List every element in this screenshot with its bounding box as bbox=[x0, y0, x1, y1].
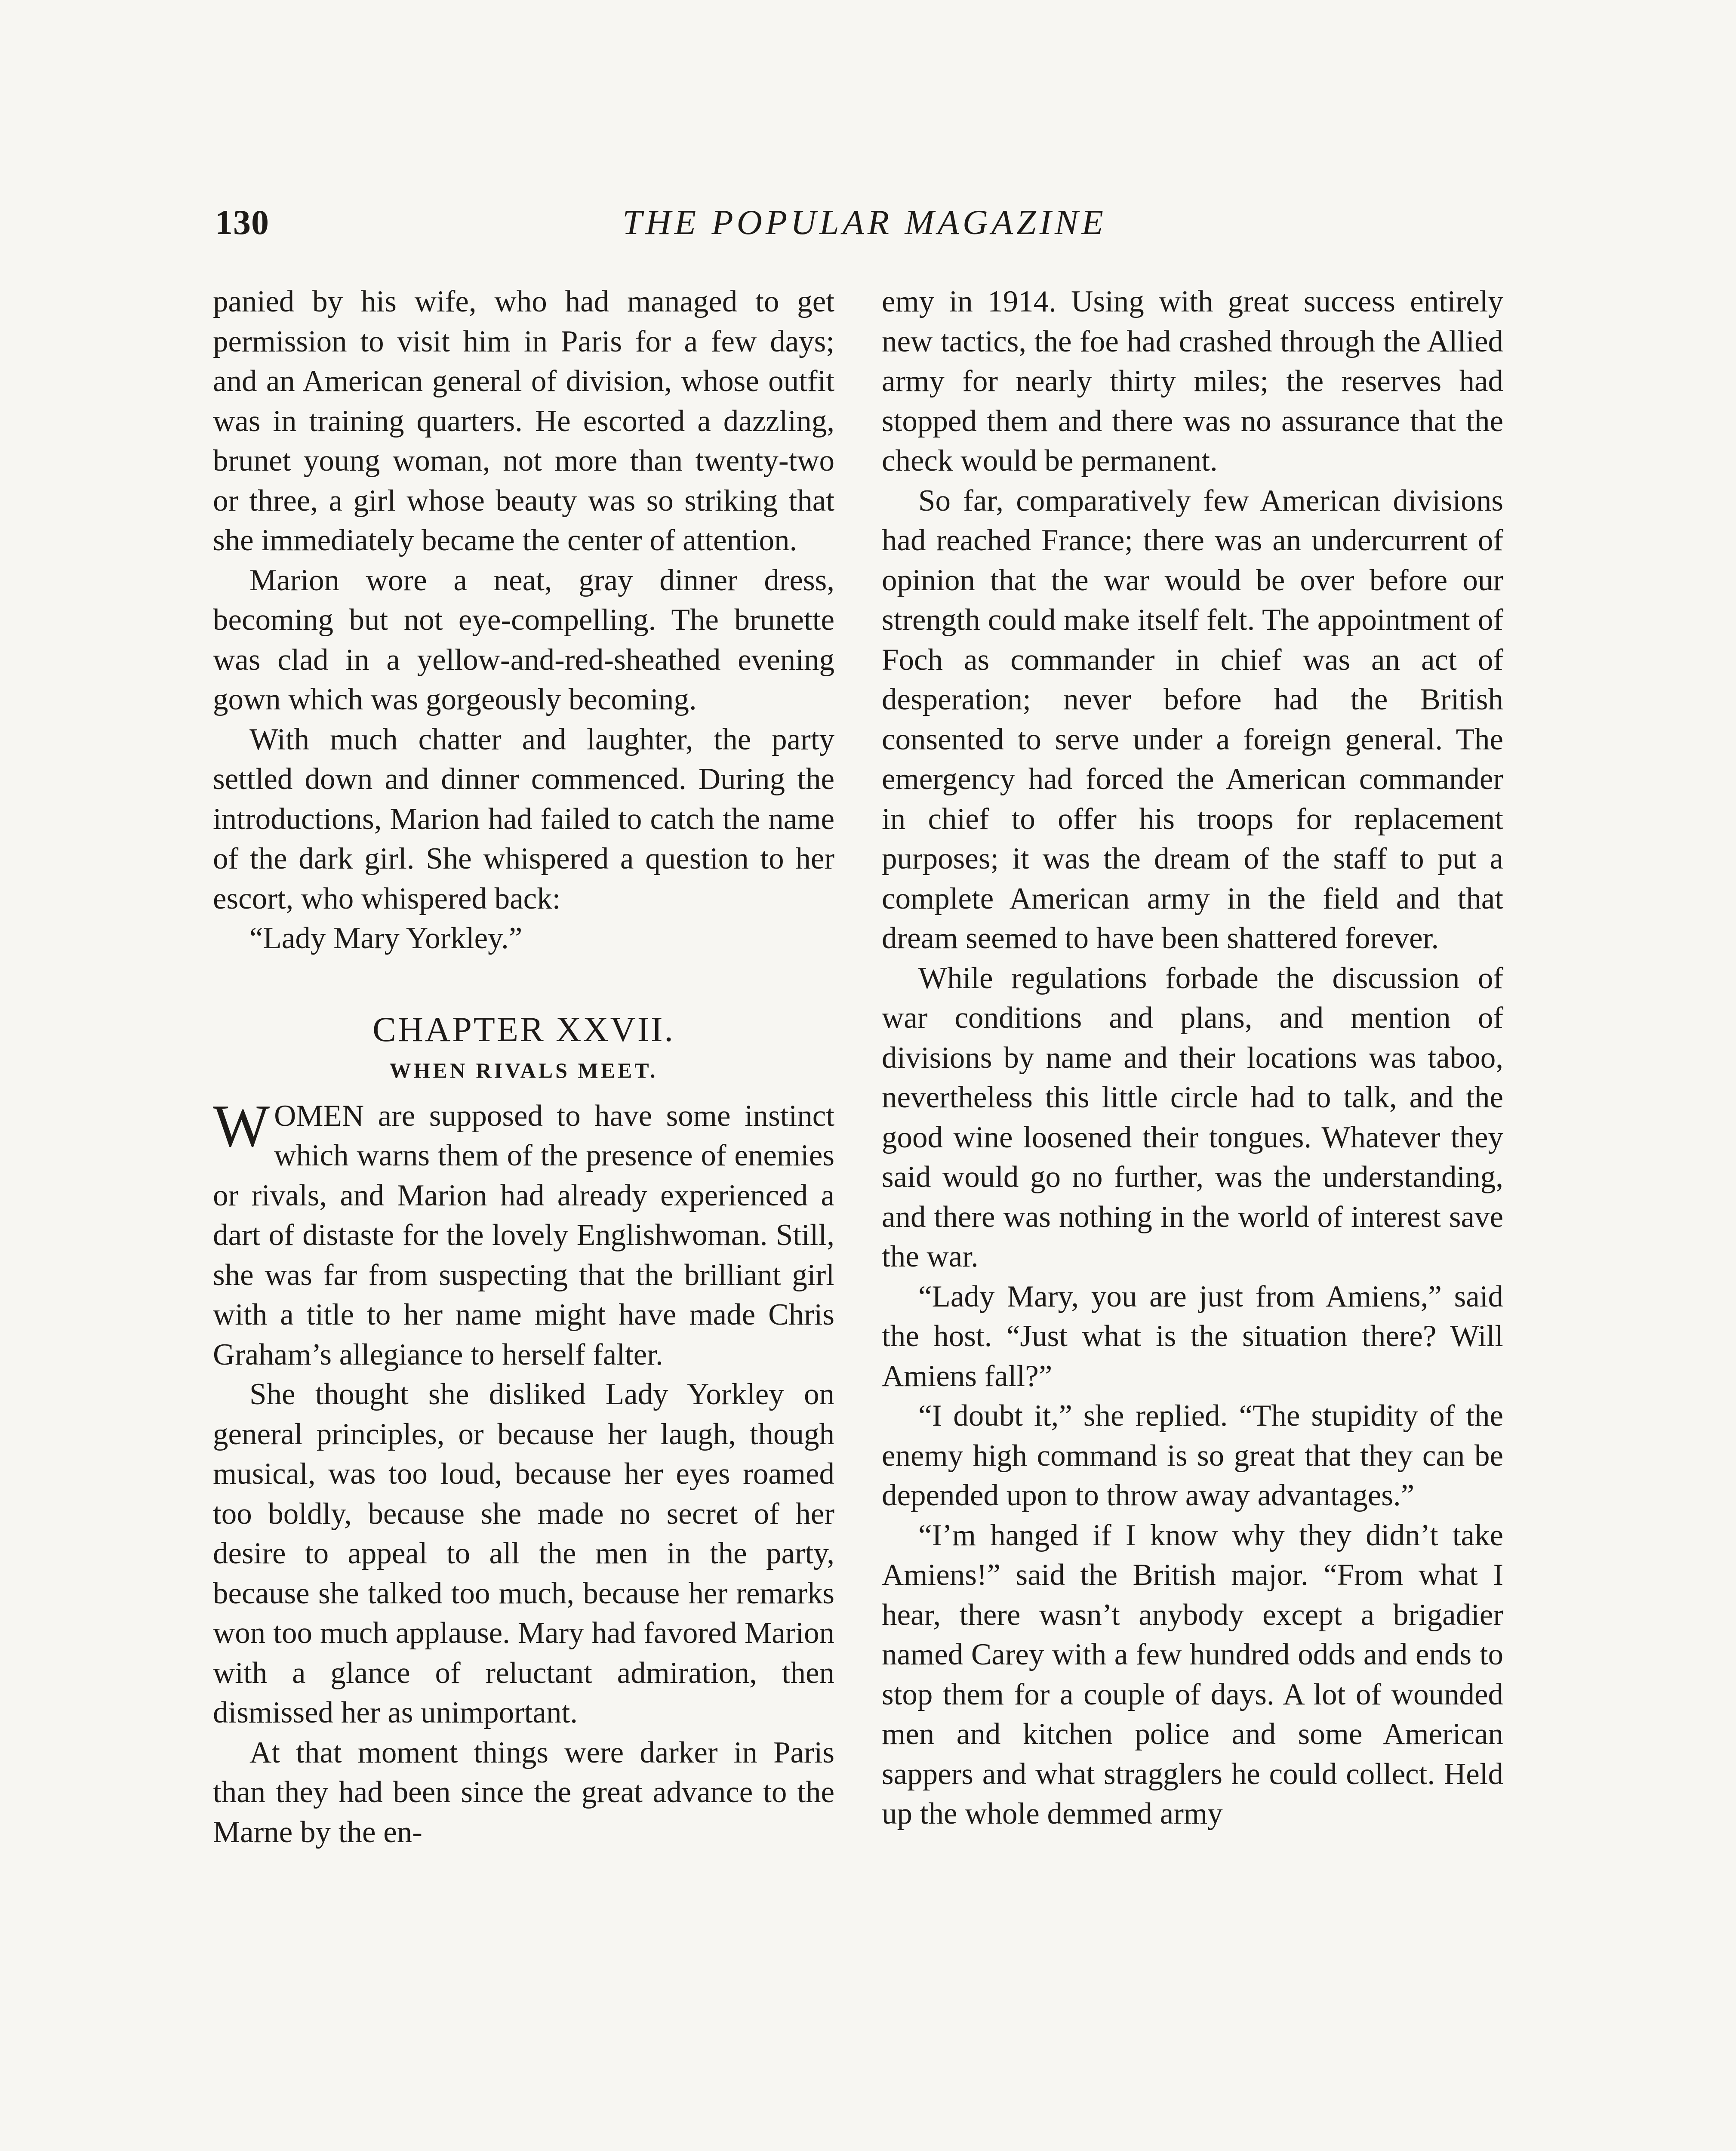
paragraph: “I doubt it,” she replied. “The stupidity of the enemy high command is so great that they can be depended upon to throw away advantages.” bbox=[882, 1399, 1503, 1512]
paragraph: “Lady Mary Yorkley.” bbox=[249, 921, 523, 955]
paragraph: At that moment things were darker in Paris than they had been since the great advance to the Marne by the en- bbox=[213, 1735, 834, 1849]
paragraph: panied by his wife, who had managed to get permission to visit him in Paris for a few days; and an American general of division, whose outfit was in training quarters. He escorted a dazzling, brunet young woman, not more than twenty-two or three, a girl whose beauty was so striking that she immediately became the center of attention. bbox=[213, 285, 834, 557]
page-header bbox=[215, 202, 1514, 254]
paragraph: “Lady Mary, you are just from Amiens,” said the host. “Just what is the situation there? Will Amiens fall?” bbox=[882, 1279, 1503, 1393]
paragraph: With much chatter and laughter, the party settled down and dinner commenced. During the introductions, Marion had failed to catch the name of the dark girl. She whispered a question to her escort, who whispered back: bbox=[213, 722, 834, 915]
drop-cap: W bbox=[213, 1092, 270, 1159]
paragraph: While regulations forbade the discussion of war conditions and plans, and mention of divisions by name and their locations was taboo, nevertheless this little circle had to talk, and the good wine loosened their tongues. Whatever they said would go no further, was the understanding, and there was nothing in the world of interest save the war. bbox=[882, 961, 1503, 1273]
chapter-opening-paragraph bbox=[213, 1092, 834, 1375]
right-column bbox=[882, 282, 1503, 1834]
page-number: 130 bbox=[215, 203, 269, 242]
paragraph: She thought she disliked Lady Yorkley on general principles, or because her laugh, though musical, was too loud, because her eyes roamed too boldly, because she made no secret of her desire to appeal to all the men in the party, because she talked too much, because her remarks won too much applause. Mary had favored Marion with a glance of reluctant admiration, then dismissed her as unimportant. bbox=[213, 1378, 834, 1729]
chapter-subtitle: WHEN RIVALS MEET. bbox=[389, 1058, 658, 1082]
paragraph: Marion wore a neat, gray dinner dress, becoming but not eye-compelling. The brunette was clad in a yellow-and-red-sheathed evening gown which was gorgeously becoming. bbox=[213, 563, 834, 716]
left-column bbox=[213, 282, 834, 1852]
paragraph: “I’m hanged if I know why they didn’t take Amiens!” said the British major. “From what I hear, there wasn’t anybody except a brigadier named Carey with a few hundred odds and ends to stop them for a couple of days. A lot of wounded men and kitchen police and some American sappers and what stragglers he could collect. Held up the whole demmed army bbox=[882, 1518, 1503, 1831]
chapter-heading: CHAPTER XXVII. bbox=[372, 1009, 675, 1049]
paragraph-text: OMEN are supposed to have some instinct which warns them of the presence of enemies or rivals, and Marion had already experienced a dart of distaste for the lovely Englishwoman. Still, she was far from suspecting that the brilliant girl with a title to her name might have made Chris Graham’s allegiance to herself falter. bbox=[213, 1099, 834, 1371]
paragraph: emy in 1914. Using with great success entirely new tactics, the foe had crashed through the Allied army for nearly thirty miles; the reserves had stopped them and there was no assurance that the check would be permanent. bbox=[882, 285, 1503, 478]
paragraph: So far, comparatively few American divisions had reached France; there was an undercurrent of opinion that the war would be over before our strength could make itself felt. The appointment of Foch as commander in chief was an act of desperation; never before had the British consented to serve under a foreign general. The emergency had forced the American commander in chief to offer his troops for replacement purposes; it was the dream of the staff to put a complete American army in the field and that dream seemed to have been shattered forever. bbox=[882, 484, 1503, 955]
running-title: THE POPULAR MAGAZINE bbox=[622, 203, 1107, 242]
